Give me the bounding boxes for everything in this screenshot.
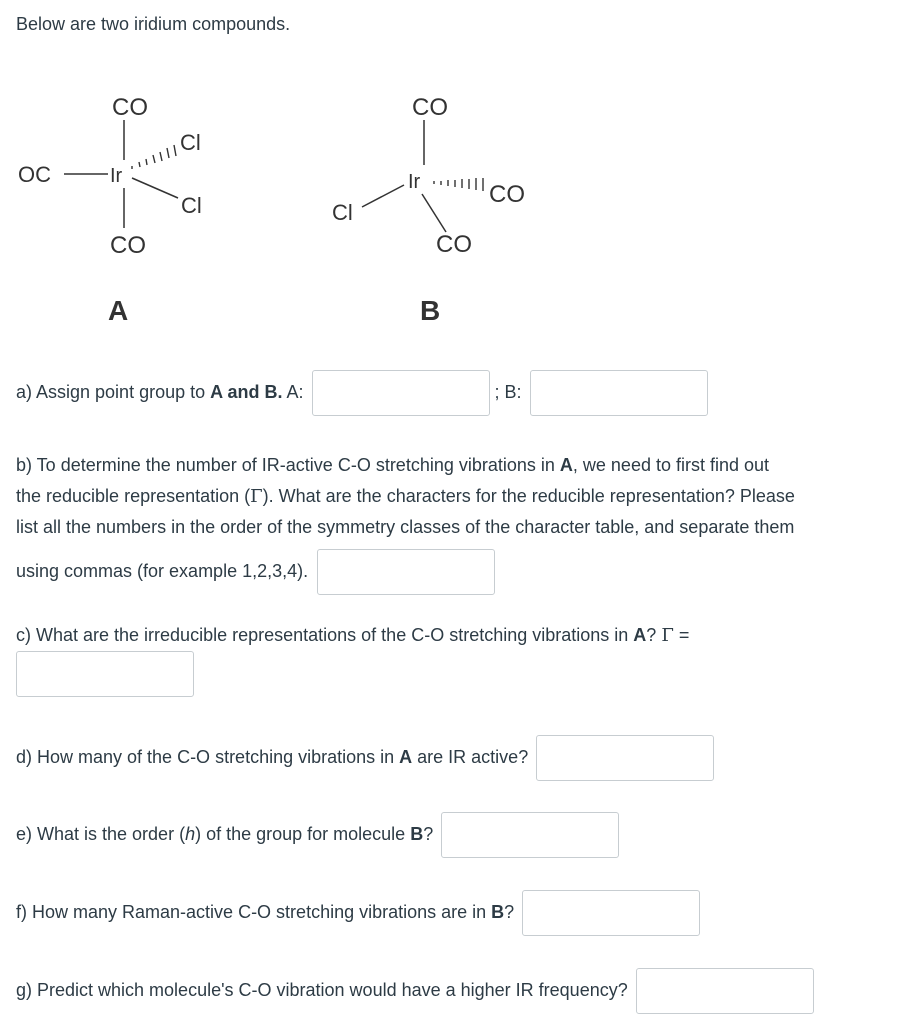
- answer-a-point-group-B[interactable]: [530, 370, 708, 416]
- molecule-a: [18, 94, 202, 326]
- question-b: b) To determine the number of IR-active C-O stretching vibrations in A, we need to first find out the reducible representation (Γ). What are the characters for the reducible representation? Please list all the numbers in the order of the symmetry classes of the character table, and separate them using commas (for example 1,2,3,4).: [16, 450, 896, 595]
- a-bottom-ligand: CO: [110, 232, 146, 259]
- a-hashed-bond: [132, 145, 176, 169]
- answer-a-point-group-A[interactable]: [312, 370, 490, 416]
- a-metal: Ir: [110, 165, 123, 187]
- b-metal: Ir: [408, 171, 421, 193]
- b-top-ligand: CO: [412, 94, 448, 121]
- intro-text: Below are two iridium compounds.: [16, 14, 291, 34]
- question-d: d) How many of the C-O stretching vibrations in A are IR active?: [16, 735, 714, 781]
- question-e: e) What is the order (h) of the group for molecule B?: [16, 812, 619, 858]
- question-f: f) How many Raman-active C-O stretching vibrations are in B?: [16, 890, 700, 936]
- b-hash-ligand: CO: [489, 181, 525, 208]
- answer-g-higher-frequency[interactable]: [636, 968, 814, 1014]
- molecule-b: [332, 94, 525, 326]
- molecule-structures: [0, 70, 909, 330]
- question-a: a) Assign point group to A and B. A: ; B:: [16, 370, 708, 416]
- b-bottom-ligand: CO: [436, 231, 472, 258]
- a-top-ligand: CO: [112, 94, 148, 121]
- answer-f-raman-active-count[interactable]: [522, 890, 700, 936]
- answer-c-irreducible-representations[interactable]: [16, 651, 194, 697]
- answer-e-group-order[interactable]: [441, 812, 619, 858]
- molecule-a-label: A: [108, 295, 129, 326]
- b-left-ligand: Cl: [332, 200, 353, 225]
- answer-b-reducible-representation[interactable]: [317, 549, 495, 595]
- a-left-ligand: OC: [18, 162, 51, 187]
- a-plain-ligand: Cl: [181, 193, 202, 218]
- question-c: c) What are the irreducible representations of the C-O stretching vibrations in A? Γ =: [16, 625, 690, 646]
- answer-d-ir-active-count[interactable]: [536, 735, 714, 781]
- molecule-b-label: B: [420, 295, 441, 326]
- a-wedge-ligand: Cl: [180, 130, 201, 155]
- question-g: g) Predict which molecule's C-O vibration would have a higher IR frequency?: [16, 968, 814, 1014]
- b-hashed-bond: [434, 178, 483, 191]
